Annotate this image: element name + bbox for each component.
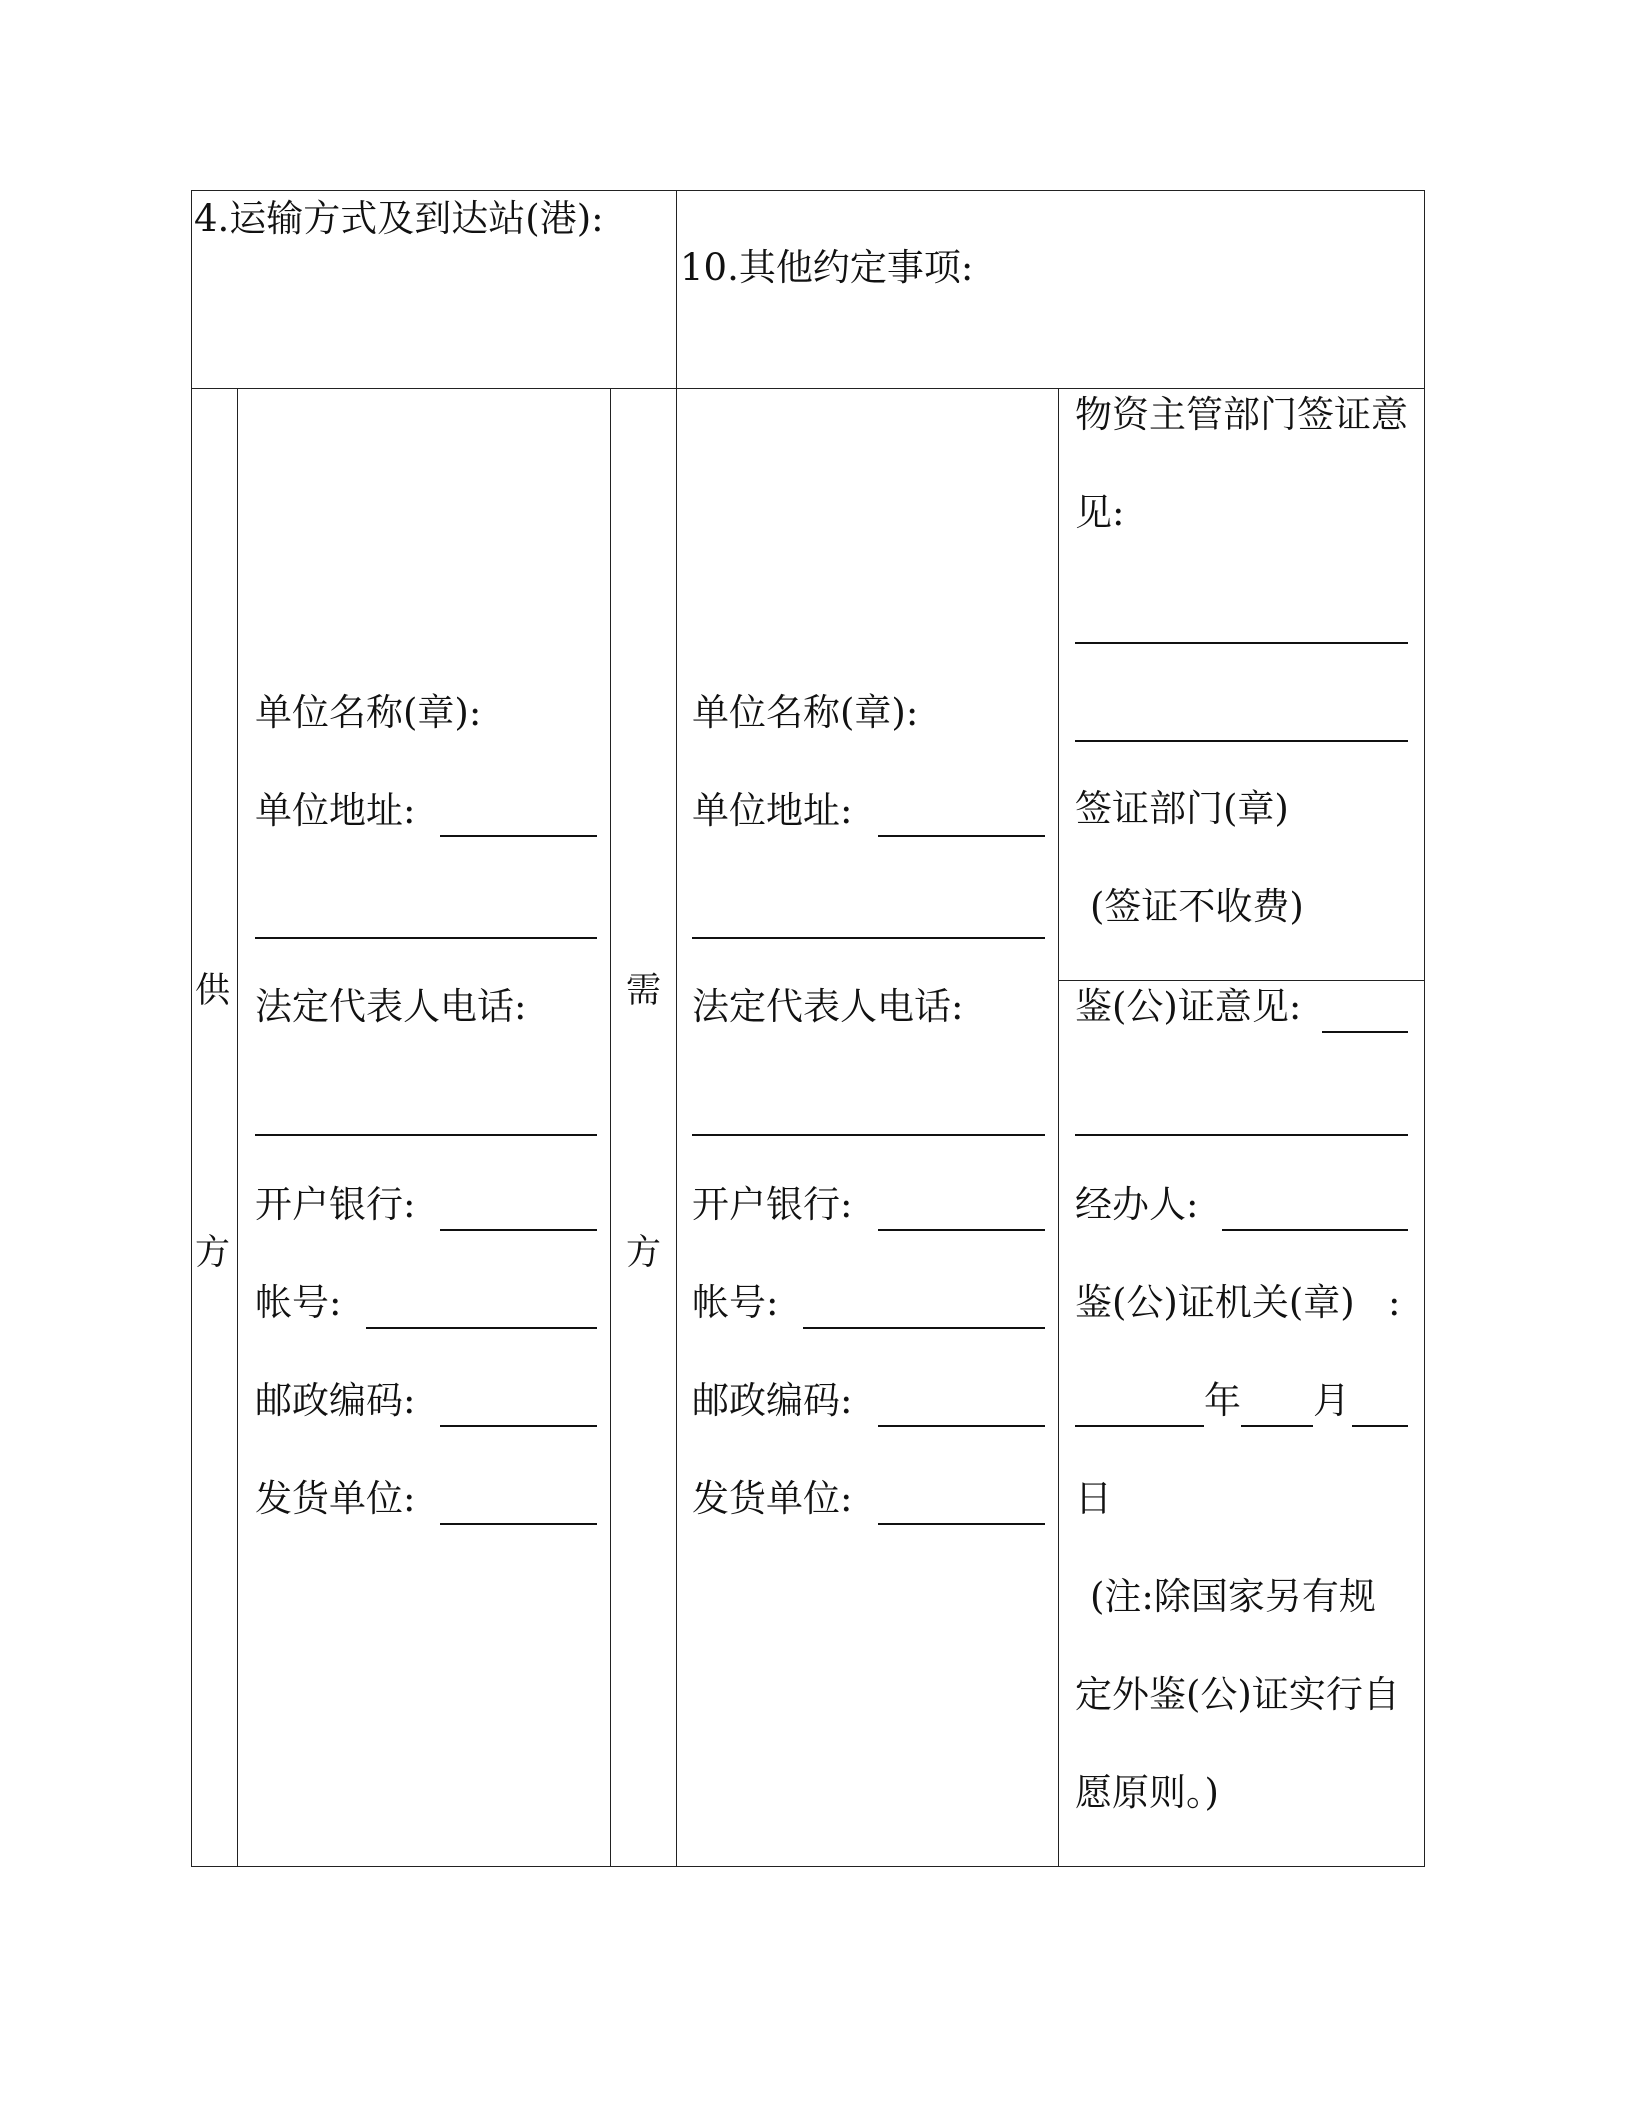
buyer-legal-rep-phone-label: 法定代表人电话:	[692, 985, 964, 1028]
supplier-postal-code-label: 邮政编码:	[255, 1379, 416, 1422]
notary-note-line1: (注:除国家另有规	[1090, 1575, 1376, 1618]
notary-opinion-label: 鉴(公)证意见:	[1075, 985, 1302, 1028]
authority-opinion-label-line1: 物资主管部门签证意	[1075, 393, 1408, 436]
notary-note-line2: 定外鉴(公)证实行自	[1075, 1673, 1400, 1716]
supplier-account-label: 帐号:	[255, 1281, 342, 1324]
buyer-label-left-divider	[610, 388, 611, 1867]
table-bottom-border	[191, 1866, 1425, 1867]
supplier-label-divider	[237, 388, 238, 1867]
supplier-shipping-unit-label: 发货单位:	[255, 1477, 416, 1520]
buyer-legal-rep-phone-field[interactable]	[692, 1134, 1045, 1136]
supplier-unit-address-label: 单位地址:	[255, 789, 416, 832]
center-divider	[676, 190, 677, 1867]
supplier-side-label-2: 方	[195, 1233, 231, 1273]
authority-opinion-field-1[interactable]	[1075, 642, 1408, 644]
supplier-unit-address-field-2[interactable]	[255, 937, 597, 939]
buyer-unit-address-label: 单位地址:	[692, 789, 853, 832]
notary-opinion-field[interactable]	[1322, 1031, 1408, 1033]
buyer-bank-label: 开户银行:	[692, 1183, 853, 1226]
table-top-border	[191, 190, 1425, 191]
notary-office-label: 鉴(公)证机关(章)	[1075, 1281, 1355, 1324]
notary-handler-field[interactable]	[1222, 1229, 1408, 1231]
notary-opinion-field-2[interactable]	[1075, 1134, 1408, 1136]
notary-month-field[interactable]	[1241, 1425, 1313, 1427]
table-left-border	[191, 190, 192, 1867]
buyer-postal-code-label: 邮政编码:	[692, 1379, 853, 1422]
notary-month-label: 月	[1313, 1379, 1350, 1422]
buyer-shipping-unit-field[interactable]	[878, 1523, 1045, 1525]
buyer-side-label-2: 方	[626, 1233, 662, 1273]
supplier-shipping-unit-field[interactable]	[440, 1523, 597, 1525]
supplier-side-label-1: 供	[195, 971, 231, 1011]
notary-note-line3: 愿原则。)	[1075, 1771, 1219, 1814]
supplier-bank-field[interactable]	[440, 1229, 597, 1231]
buyer-postal-code-field[interactable]	[878, 1425, 1045, 1427]
supplier-account-field[interactable]	[366, 1327, 597, 1329]
authority-opinion-field-2[interactable]	[1075, 740, 1408, 742]
authority-dept-label: 签证部门(章)	[1075, 787, 1289, 830]
supplier-postal-code-field[interactable]	[440, 1425, 597, 1427]
buyer-shipping-unit-label: 发货单位:	[692, 1477, 853, 1520]
notary-handler-label: 经办人:	[1075, 1183, 1199, 1226]
notary-year-field[interactable]	[1075, 1425, 1204, 1427]
buyer-account-field[interactable]	[803, 1327, 1045, 1329]
buyer-account-label: 帐号:	[692, 1281, 779, 1324]
table-right-border	[1424, 190, 1425, 1867]
row-divider	[191, 388, 1425, 389]
buyer-unit-address-field[interactable]	[878, 835, 1045, 837]
other-terms-label: 10.其他约定事项:	[680, 246, 974, 289]
supplier-legal-rep-phone-field[interactable]	[255, 1134, 597, 1136]
buyer-unit-address-field-2[interactable]	[692, 937, 1045, 939]
authority-no-fee-note: (签证不收费)	[1090, 885, 1304, 928]
authority-divider	[1058, 388, 1059, 1867]
buyer-unit-name-label: 单位名称(章):	[692, 691, 919, 734]
notary-day-field[interactable]	[1352, 1425, 1408, 1427]
notary-day-label: 日	[1075, 1477, 1112, 1520]
buyer-side-label-1: 需	[626, 971, 662, 1011]
supplier-bank-label: 开户银行:	[255, 1183, 416, 1226]
buyer-bank-field[interactable]	[878, 1229, 1045, 1231]
supplier-unit-name-label: 单位名称(章):	[255, 691, 482, 734]
transport-label: 4.运输方式及到达站(港):	[194, 197, 604, 240]
supplier-unit-address-field[interactable]	[440, 835, 597, 837]
authority-notary-divider	[1058, 980, 1425, 981]
authority-opinion-label-line2: 见:	[1075, 491, 1125, 534]
notary-year-label: 年	[1204, 1379, 1241, 1422]
notary-office-colon: :	[1388, 1281, 1401, 1324]
supplier-legal-rep-phone-label: 法定代表人电话:	[255, 985, 527, 1028]
